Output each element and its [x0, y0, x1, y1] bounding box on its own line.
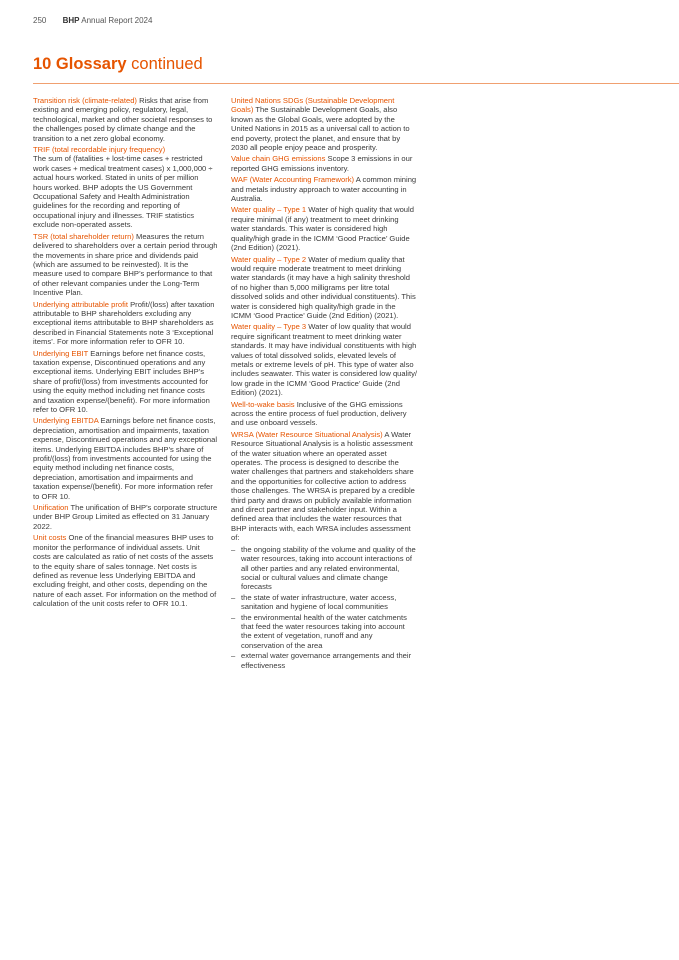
glossary-entry: [231, 175, 417, 203]
glossary-entry: [231, 205, 417, 252]
title-main: 10 Glossary: [33, 55, 127, 73]
glossary-entry: [231, 430, 417, 543]
glossary-term: Underlying EBIT: [33, 348, 89, 358]
page-title: [33, 55, 203, 74]
glossary-term: Underlying EBITDA: [33, 416, 99, 426]
glossary-definition: Measures the return delivered to shareholders over a certain period through the movements in share price and dividends paid (which are assumed to be reinvested). It is the measure used to compare BHP’s performance to that of other relevant companies under the Long-Term Incentive Plan.: [33, 231, 218, 298]
glossary-term: Water quality – Type 2: [231, 254, 307, 264]
title-continued: continued: [131, 55, 203, 73]
glossary-entry: [33, 349, 218, 415]
glossary-definition: The sum of (fatalities + lost-time cases + restricted work cases + medical treatment cases) x 1,000,000 ÷ actual hours worked. Stated in units of per million hours worked. BHP adopts the US Government Occupational Safety and Health Administration guidelines for the recording and reporting of occupational injury and illnesses. TRIF statistics exclude non-operated assets.: [33, 154, 213, 230]
list-item: – external water governance arrangements and their effectiveness: [231, 651, 417, 670]
glossary-definition: The unification of BHP’s corporate structure under BHP Group Limited as effected on 31 January 2022.: [33, 503, 218, 531]
glossary-definition: Earnings before net finance costs, depreciation, amortisation and impairments, taxation expense, Discontinued operations and any exceptional items. Underlying EBITDA includes BHP’s share of profit/(loss) from investments accounted for using the equity method including net finance costs, depreciation, amortisation and impairments and taxation expense/(benefit). For more information refer to OFR 10.: [33, 416, 218, 501]
list-item: – the environmental health of the water catchments that feed the water resources taking into account the extent of vegetation, runoff and any conservation of the area: [231, 613, 417, 651]
list-item: – the state of water infrastructure, water access, sanitation and hygiene of local communities: [231, 593, 417, 612]
glossary-term: TSR (total shareholder return): [33, 231, 134, 241]
glossary-term: Unification: [33, 503, 69, 513]
glossary-entry: [231, 322, 417, 397]
glossary-term: Water quality – Type 3: [231, 322, 307, 332]
glossary-definition: Water of low quality that would require significant treatment to meet drinking water standards. It may have individual constituents with high values of total dissolved solids, elevated levels of metals or extreme levels of pH. This type of water also includes seawater. This water is considered low quality/ low grade in the ICMM ‘Good Practice’ Guide (2nd Edition) (2021).: [231, 322, 417, 398]
brand-name: BHP: [62, 16, 80, 25]
glossary-definition: Earnings before net finance costs, taxation expense, Discontinued operations and any exceptional items. Underlying EBIT includes BHP’s share of profit/(loss) from investments accounted for using the equity method including net finance costs and taxation expense/(benefit). For more information refer to OFR 10.: [33, 348, 210, 414]
glossary-entry: [33, 96, 218, 143]
glossary-term: TRIF (total recordable injury frequency): [33, 145, 166, 155]
glossary-entry: [33, 300, 218, 347]
glossary-term: Unit costs: [33, 533, 67, 543]
glossary-entry: [33, 416, 218, 501]
glossary-term: United Nations SDGs (Sustainable Development Goals): [231, 96, 395, 115]
glossary-entry: [33, 533, 218, 608]
glossary-term: Well-to-wake basis: [231, 399, 295, 409]
glossary-entry: [231, 96, 417, 152]
glossary-term: WRSA (Water Resource Situational Analysis): [231, 429, 383, 439]
glossary-definition: Inclusive of the GHG emissions across the entire process of fuel production, delivery and use onboard vessels.: [231, 399, 407, 428]
glossary-term: WAF (Water Accounting Framework): [231, 175, 355, 185]
glossary-term: Underlying attributable profit: [33, 299, 128, 309]
glossary-entry: [33, 232, 218, 298]
glossary-entry: [231, 400, 417, 428]
glossary-definition: A common mining and metals industry approach to water accounting in Australia.: [231, 175, 417, 204]
page-header: [33, 16, 152, 25]
glossary-entry: [33, 503, 218, 531]
glossary-definition: Water of high quality that would require minimal (if any) treatment to meet drinking water standards. This water is considered high quality/high grade in the ICMM ‘Good Practice’ Guide (2nd Edition) (2021).: [231, 205, 414, 253]
glossary-entry: [33, 145, 218, 230]
wrsa-assessment-list: [231, 545, 417, 670]
page-number: 250: [33, 16, 47, 25]
glossary-entry: [231, 154, 417, 173]
report-name: Annual Report 2024: [81, 16, 153, 25]
glossary-term: Value chain GHG emissions: [231, 154, 326, 164]
glossary-definition: Profit/(loss) after taxation attributable to BHP shareholders excluding any exceptional items attributable to BHP shareholders as described in Financial Statements note 3 ‘Exceptional items’. For more information refer to OFR 10.: [33, 299, 215, 347]
glossary-definition: Scope 3 emissions in our reported GHG emissions inventory.: [231, 154, 413, 173]
list-item: – the ongoing stability of the volume and quality of the water resources, taking into account interactions of all other parties and any related environmental, social or cultural values and climate change forecasts: [231, 545, 417, 592]
glossary-term: Water quality – Type 1: [231, 205, 307, 215]
glossary-definition: Risks that arise from existing and emerging policy, regulatory, legal, technological, market and other societal responses to the challenges posed by climate change and the transition to a net zero global economy.: [33, 96, 213, 143]
glossary-definition: Water of medium quality that would require moderate treatment to meet drinking water standards (it may have a high salinity threshold of no higher than 5,000 milligrams per litre total dissolved solids and other individual constituents). This water is considered high quality/high grade in the ICMM ‘Good Practice’ Guide (2nd Edition) (2021).: [231, 254, 416, 320]
glossary-definition: A Water Resource Situational Analysis is a holistic assessment of the water situation where an operated asset operates. The process is designed to describe the water challenges that partners and stakeholders share and the opportunities for collective action to address those challenges. The WRSA is prepared by a credible third party and draws on publicly available information and direct partner and stakeholder input. Within a defined area that includes the water resources that BHP interacts with, each WRSA includes assessment of:: [231, 429, 415, 543]
left-column: [33, 96, 218, 611]
right-column: [231, 96, 417, 671]
glossary-entry: [231, 255, 417, 321]
glossary-definition: One of the financial measures BHP uses to monitor the performance of individual assets. Unit costs are calculated as ratio of net costs of the assets to the equity share of sales tonnage. Net costs is defined as revenue less Underlying EBITDA and excluding freight, and other costs, depending on the nature of each asset. For information on the method of calculation of the unit costs refer to OFR 10.1.: [33, 533, 217, 609]
title-divider: [33, 83, 679, 84]
glossary-term: Transition risk (climate-related): [33, 96, 137, 105]
glossary-definition: The Sustainable Development Goals, also known as the Global Goals, were adopted by the United Nations in 2015 as a universal call to action to end poverty, protect the planet, and ensure that by 2030 all people enjoy peace and prosperity.: [231, 105, 410, 153]
